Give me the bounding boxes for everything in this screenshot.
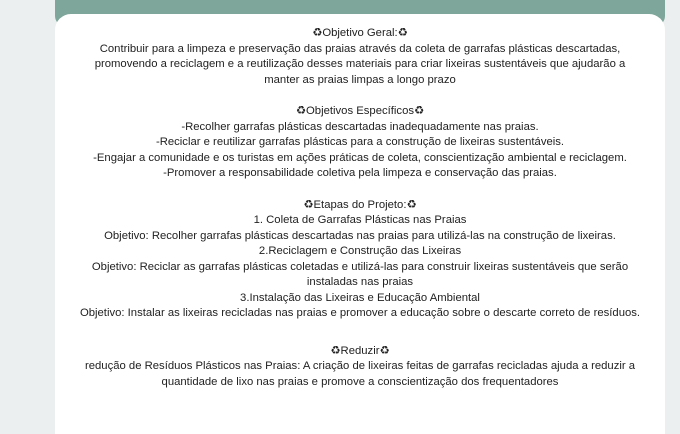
step-objective: Objetivo: Instalar as lixeiras recicladas nas praias e promover a educação sobre o descarte correto de resíduos.	[79, 307, 641, 319]
specific-objective-item: -Reciclar e reutilizar garrafas plásticas para a construção de lixeiras sustentáveis.	[155, 136, 565, 148]
general-objective-line: Contribuir para a limpeza e preservação das praias através da coleta de garrafas plásticas descartadas,	[99, 42, 621, 55]
general-objective-title: ♻Objetivo Geral:♻	[312, 27, 408, 39]
step-objective: Objetivo: Recolher garrafas plásticas descartadas nas praias para utilizá-las na construção de lixeiras.	[104, 229, 616, 242]
project-steps-section	[55, 198, 665, 322]
step-objective: instaladas nas praias	[306, 276, 414, 288]
step-heading: 1. Coleta de Garrafas Plásticas nas Praias	[253, 214, 467, 226]
general-objective-section	[55, 26, 665, 88]
project-steps-title: ♻Etapas do Projeto:♻	[303, 198, 417, 211]
content-card	[55, 14, 665, 434]
general-objective-line: manter as praias limpas a longo prazo	[264, 73, 456, 86]
specific-objectives-title: ♻Objetivos Específicos♻	[295, 105, 425, 117]
specific-objective-item: -Engajar a comunidade e os turistas em ações práticas de coleta, conscientização ambiental e reciclagem.	[93, 151, 627, 164]
reduce-line: redução de Resíduos Plásticos nas Praias: A criação de lixeiras feitas de garrafas recicladas ajuda a reduzir a	[84, 360, 636, 372]
specific-objectives-section	[55, 104, 665, 182]
step-objective: Objetivo: Reciclar as garrafas plásticas coletadas e utilizá-las para construir lixeiras sustentáveis que serão	[91, 260, 629, 273]
step-heading: 3.Instalação das Lixeiras e Educação Ambiental	[240, 291, 480, 304]
reduce-title: ♻Reduzir♻	[330, 344, 390, 357]
step-heading: 2.Reciclagem e Construção das Lixeiras	[258, 245, 462, 257]
specific-objective-item: -Recolher garrafas plásticas descartadas inadequadamente nas praias.	[181, 120, 539, 133]
general-objective-line: promovendo a reciclagem e a reutilização desses materiais para criar lixeiras sustentáveis que ajudarão a	[94, 58, 626, 70]
reduce-section	[55, 344, 665, 391]
reduce-line: quantidade de lixo nas praias e promove a conscientização dos frequentadores	[161, 375, 559, 388]
specific-objective-item: -Promover a responsabilidade coletiva pela limpeza e conservação das praias.	[163, 167, 557, 179]
